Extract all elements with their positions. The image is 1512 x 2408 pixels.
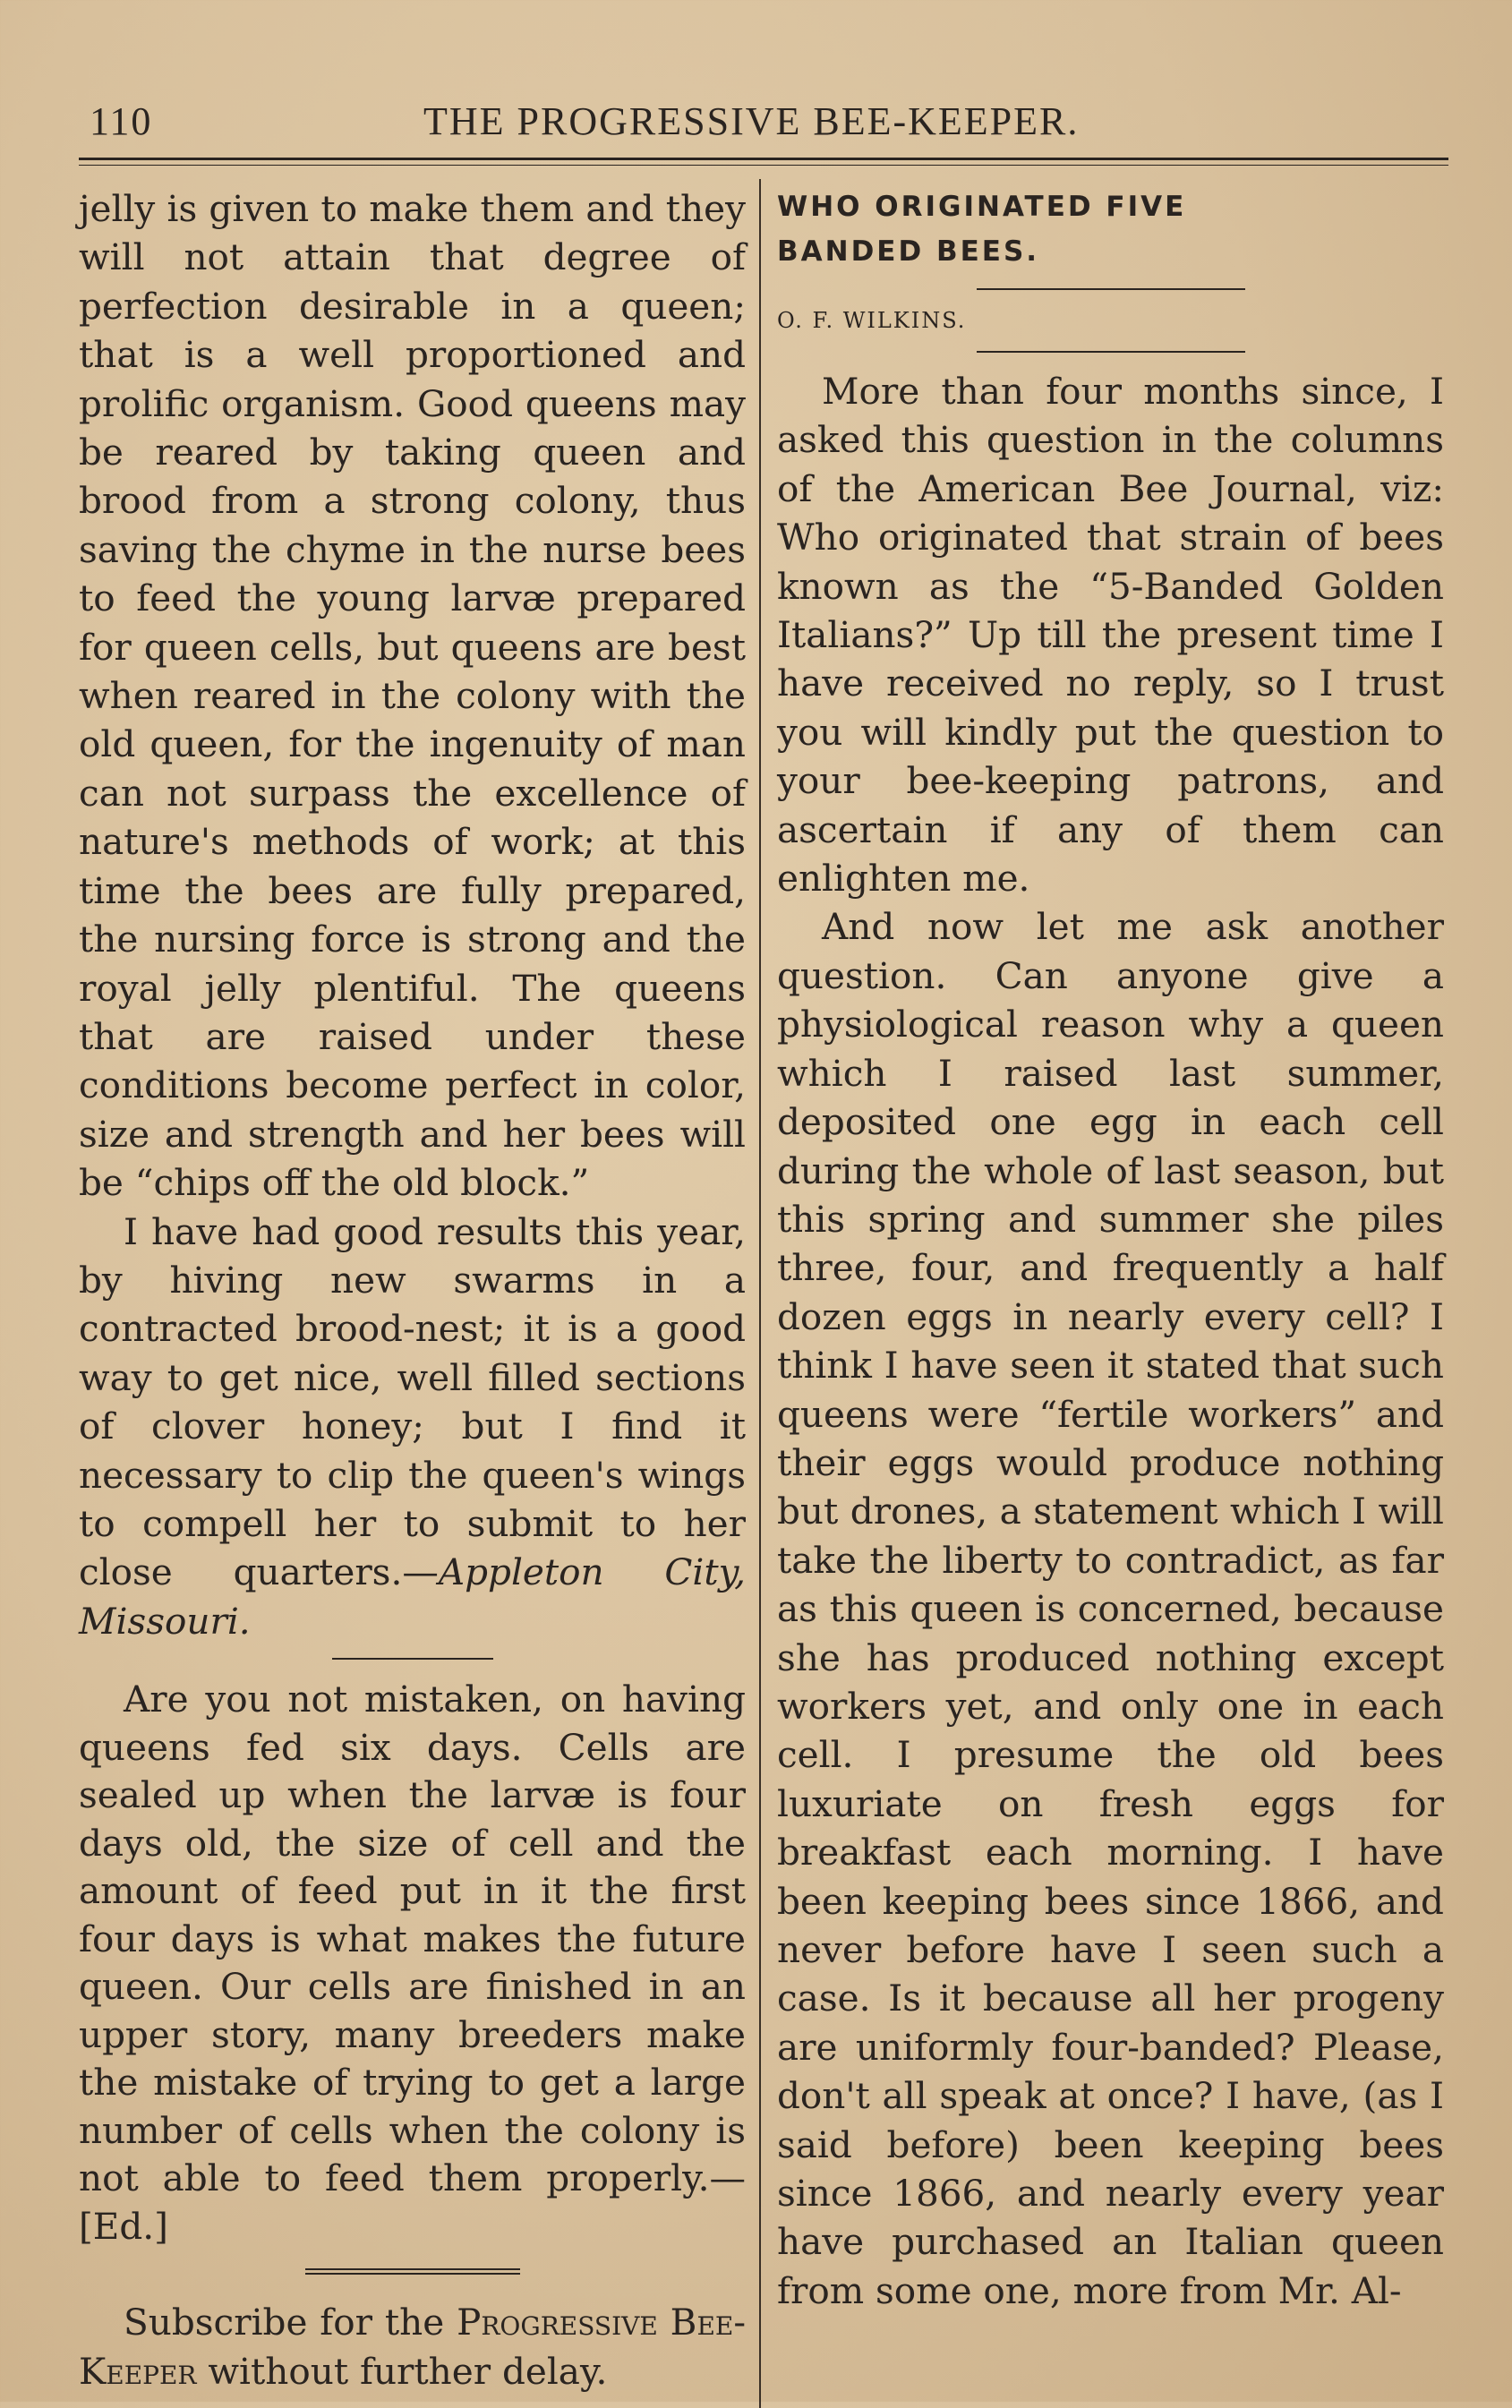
page-header xyxy=(70,79,1448,154)
byline-rule-top xyxy=(977,288,1245,290)
byline-rule-bottom xyxy=(977,351,1245,353)
subscribe-suffix: without further delay. xyxy=(208,2349,608,2393)
right-paragraph-1: More than four months since, I asked this question in the columns of the American Bee Journal, viz: Who originated that strain of bees known as the “5-Banded Golden Italians?” Up till the present time I have received no reply, so I trust you will kindly put the question to your bee-keeping patrons, and ascertain if any of them can enlighten me. xyxy=(777,370,1444,901)
page-number: 110 xyxy=(90,99,153,143)
header-rule xyxy=(79,158,1448,160)
subscribe-prefix: Subscribe for the xyxy=(124,2301,445,2344)
subscribe-title: Progressive Bee-Keeper xyxy=(79,2301,747,2393)
section-rule xyxy=(332,1658,493,1660)
signature: Appleton City, Missouri. xyxy=(79,1550,746,1643)
left-column xyxy=(79,184,746,2395)
subscribe-notice xyxy=(79,2298,746,2395)
left-paragraph-1: jelly is given to make them and they will not attain that degree of perfection desirable in a queen; that is a well proportioned and prolific organism. Good queens may be reared by taking queen and brood from a strong colony, thus saving the chyme in the nurse bees to feed the young larvæ prepared for queen cells, but queens are best when reared in the colony with the old queen, for the ingenuity of man can not surpass the excellence of nature's methods of work; at this time the bees are fully prepared, the nursing force is strong and the royal jelly plentiful. The queens that are raised under these conditions become perfect in color, size and strength and her bees will be “chips off the old block.” xyxy=(79,187,746,1205)
article-title-line-1: WHO ORIGINATED FIVE xyxy=(777,191,1187,223)
article-title-line-2: BANDED BEES. xyxy=(777,235,1040,268)
right-column xyxy=(777,184,1444,2315)
double-rule xyxy=(305,2268,520,2275)
byline: O. F. WILKINS. xyxy=(777,308,967,333)
left-paragraph-2-text: I have had good results this year, by hiving new swarms in a contracted brood-nest; it is a good way to get nice, well filled sections of clover honey; but I find it necessary to clip the queen's wings to compell her to submit to her close quarters.— xyxy=(79,1209,746,1594)
header-rule-thin xyxy=(79,165,1448,166)
left-paragraph-2 xyxy=(79,1208,746,1646)
column-divider xyxy=(759,179,761,2408)
right-paragraph-2: And now let me ask another question. Can anyone give a physiological reason why a queen which I raised last summer, deposited one egg in each cell during the whole of last season, but this spring and summer she piles three, four, and frequently a half dozen eggs in nearly every cell? I think I have seen it stated that such queens were “fertile workers” and their eggs would produce nothing but drones, a statement which I will take the liberty to contradict, as far as this queen is concerned, because she has produced nothing except workers yet, and only one in each cell. I presume the old bees luxuriate on fresh eggs for breakfast each morning. I have been keeping bees since 1866, and never before have I seen such a case. Is it because all her progeny are uniformly four-banded? Please, don't all speak at once? I have, (as I said before) been keeping bees since 1866, and nearly every year have purchased an Italian queen from some one, more from Mr. Al- xyxy=(777,905,1444,2312)
running-title: THE PROGRESSIVE BEE-KEEPER. xyxy=(423,99,1080,143)
editor-note: Are you not mistaken, on having queens fed six days. Cells are sealed up when the larvæ is four days old, the size of cell and the amount of feed put in it the first four days is what makes the future queen. Our cells are finished in an upper story, many breeders make the mistake of trying to get a large number of cells when the colony is not able to feed them properly.—[Ed.] xyxy=(79,1678,746,2248)
newspaper-page xyxy=(70,79,1448,2393)
